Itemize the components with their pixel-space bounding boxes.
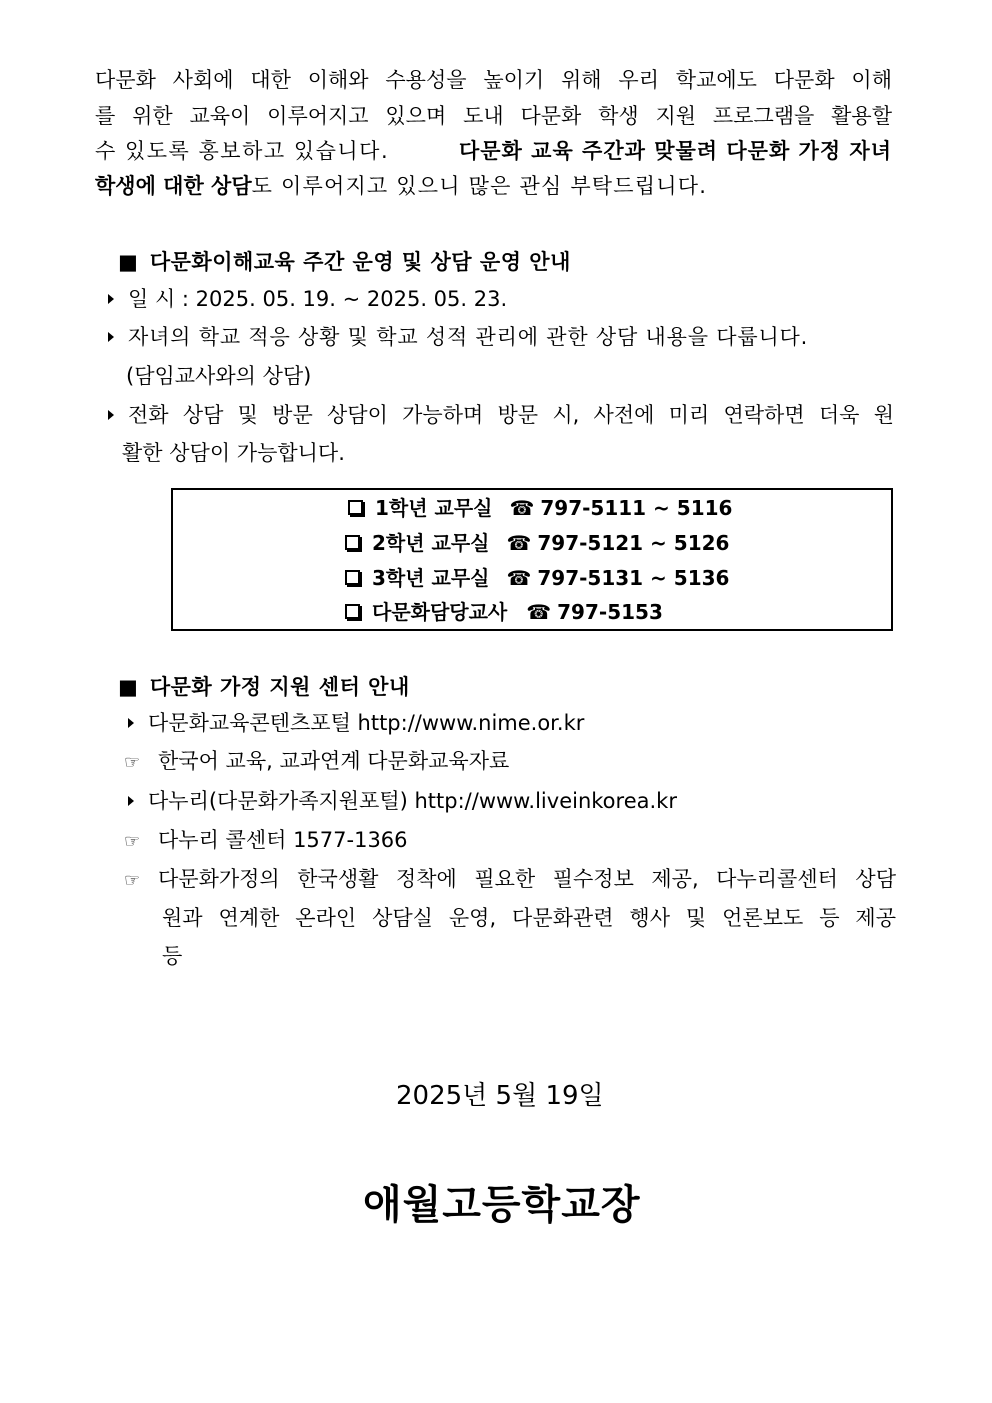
danuri-services-continued: 원과 연계한 온라인 상담실 운영, 다문화관련 행사 및 언론보도 등 제공 [162, 906, 896, 930]
intro-line-4-normal: 도 이루어지고 있으니 많은 관심 부탁드립니다. [251, 174, 708, 198]
contact-phone: 797-5121 ~ 5126 [537, 531, 730, 555]
danuri-portal-item [128, 789, 677, 813]
contact-phone: 797-5153 [557, 600, 663, 624]
triangle-bullet-icon [128, 718, 134, 728]
visit-info-text: 전화 상담 및 방문 상담이 가능하며 방문 시, 사전에 미리 연락하면 더욱 원 [128, 403, 894, 427]
counsel-content-text: 자녀의 학교 적응 상황 및 학교 성적 관리에 관한 상담 내용을 다룹니다. [128, 325, 809, 349]
intro-line-3 [95, 139, 892, 163]
square-bullet-icon: ■ [118, 250, 138, 274]
visit-info-continued: 활한 상담이 가능합니다. [122, 441, 345, 465]
nime-portal-item [128, 711, 584, 735]
pointing-hand-icon: ☞ [124, 870, 141, 891]
danuri-portal-link[interactable]: 다누리(다문화가족지원포털) http://www.liveinkorea.kr [148, 789, 677, 813]
triangle-bullet-icon [128, 796, 134, 806]
contact-phone: 797-5131 ~ 5136 [537, 566, 730, 590]
triangle-bullet-icon [108, 294, 114, 304]
contact-row [345, 531, 729, 555]
contact-phone: 797-5111 ~ 5116 [540, 496, 733, 520]
contact-row [348, 496, 732, 520]
visit-info-item [108, 403, 894, 427]
square-bullet-icon: ■ [118, 675, 138, 699]
korean-education-text: 한국어 교육, 교과연계 다문화교육자료 [158, 749, 510, 773]
intro-line-4-bold: 학생에 대한 상담 [95, 174, 252, 198]
checkbox-icon [348, 500, 363, 515]
pointing-hand-icon: ☞ [124, 752, 141, 773]
pointing-hand-icon: ☞ [124, 831, 141, 852]
document-date: 2025년 5월 19일 [396, 1081, 604, 1111]
danuri-callcenter-text: 다누리 콜센터 1577-1366 [158, 828, 408, 852]
intro-line-3-normal: 수 있도록 홍보하고 있습니다. [95, 139, 390, 163]
danuri-services-end: 등 [162, 944, 183, 968]
triangle-bullet-icon [108, 332, 114, 342]
section1-heading [118, 246, 571, 276]
principal-signature: 애월고등학교장 [363, 1182, 641, 1228]
contact-row [345, 600, 663, 624]
checkbox-icon [345, 535, 360, 550]
intro-line-3-bold: 다문화 교육 주간과 맞물려 다문화 가정 자녀 [458, 139, 892, 163]
contact-office: 다문화담당교사 [372, 600, 508, 624]
phone-icon: ☎ [509, 496, 535, 520]
intro-line-2: 를 위한 교육이 이루어지고 있으며 도내 다문화 학생 지원 프로그램을 활용할 [95, 104, 892, 128]
danuri-services-item [124, 867, 896, 893]
triangle-bullet-icon [108, 410, 114, 420]
section1-heading-text: 다문화이해교육 주간 운영 및 상담 운영 안내 [149, 250, 571, 274]
phone-icon: ☎ [506, 531, 532, 555]
section2-heading [118, 671, 410, 701]
intro-line-1: 다문화 사회에 대한 이해와 수용성을 높이기 위해 우리 학교에도 다문화 이해 [95, 68, 892, 92]
homeroom-note: (담임교사와의 상담) [126, 364, 312, 388]
contact-office: 1학년 교무실 [375, 496, 493, 520]
intro-line-4 [95, 174, 892, 198]
phone-icon: ☎ [506, 566, 532, 590]
checkbox-icon [345, 570, 360, 585]
schedule-item [108, 287, 507, 311]
contact-office: 3학년 교무실 [372, 566, 490, 590]
danuri-services-text: 다문화가정의 한국생활 정착에 필요한 필수정보 제공, 다누리콜센터 상담 [158, 867, 896, 891]
contact-row [345, 566, 729, 590]
korean-education-item [124, 749, 509, 775]
counsel-content-item [108, 325, 808, 349]
nime-portal-link[interactable]: 다문화교육콘텐츠포털 http://www.nime.or.kr [148, 711, 585, 735]
danuri-callcenter-item [124, 828, 408, 854]
contact-office: 2학년 교무실 [372, 531, 490, 555]
phone-icon: ☎ [526, 600, 552, 624]
checkbox-icon [345, 604, 360, 619]
schedule-text: 일 시 : 2025. 05. 19. ~ 2025. 05. 23. [128, 287, 508, 311]
section2-heading-text: 다문화 가정 지원 센터 안내 [149, 675, 410, 699]
